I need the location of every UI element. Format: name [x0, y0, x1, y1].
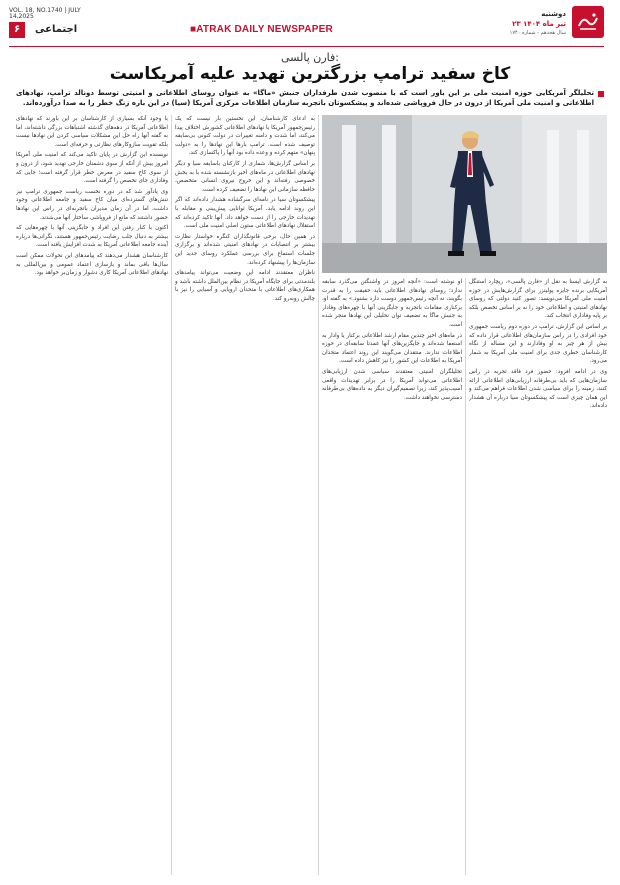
- paragraph: او نوشته است: «آنچه امروز در واشنگتن می‌گذرد سابقه ندارد؛ روسای نهادهای اطلاعاتی باید حقیقت را به قدرت بگویند، نه آنچه رئیس‌جمهور دوست دارد بشنود.» به گفته او، برکناری مقامات باتجربه و جایگزینی آنها با چهره‌های وفادار به جنبش ماگا به تضعیف توان تحلیلی این نهادها منجر شده است.: [322, 279, 462, 328]
- section-name: اجتماعی: [35, 24, 78, 35]
- paragraph: در ماه‌های اخیر چندین مقام ارشد اطلاعاتی برکنار یا وادار به استعفا شده‌اند و جایگزین‌های آنها عمدتا سابقه‌ای در حوزه اطلاعات ندارند. منتقدان می‌گویند این روند اعتماد متحدان آمریکا به اطلاعات این کشور را نیز کاهش داده است.: [322, 332, 462, 365]
- paragraph: به ادعای کارشناسان، این نخستین بار نیست که یک رئیس‌جمهور آمریکا با نهادهای اطلاعاتی کشورش اختلاف پیدا می‌کند، اما شدت و دامنه تغییرات در دولت کنونی بی‌سابقه توصیف شده است. ترامپ بارها این نهادها را به «دولت پنهان» متهم کرده و وعده داده بود آنها را پاکسازی کند.: [175, 116, 315, 157]
- issue-line: سال هجدهم - شماره ۱۷۴۰: [509, 30, 566, 36]
- paragraph: پیشکسوتان سیا در نامه‌ای سرگشاده هشدار داده‌اند که اگر این روند ادامه یابد، آمریکا توانایی پیش‌بینی و مقابله با تهدیدات خارجی را از دست خواهد داد. آنها تاکید کرده‌اند که استقلال نهادهای اطلاعاتی ستون اصلی امنیت ملی است.: [175, 197, 315, 230]
- section-box: [9, 22, 105, 38]
- paragraph: کارشناسان هشدار می‌دهند که پیامدهای این تحولات ممکن است سال‌ها باقی بماند و بازسازی اعتماد عمومی و بین‌المللی به نهادهای اطلاعاتی آمریکا کاری دشوار و زمان‌بر خواهد بود.: [16, 252, 168, 277]
- lead-text: تحلیلگر آمریکایی حوزه امنیت ملی بر این باور است که با منصوب شدن طرفداران جنبش «ماگا» به عنوان روسای اطلاعاتی و امنیتی توسط دونالد ترامپ، نهادهای اطلاعاتی و امنیت ملی آمریکا از درون در حال فروپاشی شده‌اند و پیشکسوتان باتجربه سازمان اطلاعات مرکزی آمریکا (سیا) در این باره زنگ خطر را به صدا درآورده‌اند.: [16, 89, 594, 107]
- article-photo: [322, 115, 607, 273]
- article-headline: کاخ سفید ترامپ بزرگترین تهدید علیه آمریکاست: [109, 64, 511, 84]
- weekday: دوشنبه: [541, 10, 566, 18]
- paragraph: به گزارش ایسنا به نقل از «فارن پالسی»، ریچارد استنگل آمریکایی برنده جایزه پولیتزر برای گزارش‌هایش در حوزه امنیت ملی آمریکا می‌نویسد: تصور کنید دولتی که روسای نهادهای امنیتی و اطلاعاتی خود را نه بر اساس تخصص بلکه بر پایه وفاداری انتخاب کند.: [469, 279, 607, 320]
- date: ۲۳ تیر ماه ۱۴۰۴: [512, 20, 566, 28]
- article-column-4: [16, 115, 168, 875]
- paragraph: در همین حال، برخی قانونگذاران کنگره خواستار نظارت بیشتر بر انتصابات در نهادهای امنیتی شده‌اند و برگزاری جلسات استماع برای بررسی عملکرد روسای جدید این سازمان‌ها را پیشنهاد کرده‌اند.: [175, 233, 315, 266]
- column-divider: [171, 115, 172, 875]
- photo-person-walking: [322, 115, 607, 273]
- paragraph: بر اساس این گزارش، ترامپ در دوره دوم ریاست جمهوری خود افرادی را در راس سازمان‌های اطلاعاتی قرار داده که بیش از هر چیز به او وفادارند و این مساله از نگاه کارشناسان خطری جدی برای امنیت ملی آمریکا به شمار می‌رود.: [469, 323, 607, 365]
- paper-name-en: ■ATRAK DAILY NEWSPAPER: [190, 24, 333, 35]
- lead-bullet-icon: [598, 91, 604, 97]
- date-block: [510, 10, 566, 36]
- paragraph: وی در ادامه افزود: حضور فرد فاقد تجربه در راس سازمان‌هایی که باید بی‌طرفانه ارزیابی‌های اطلاعاتی ارائه کنند، زمینه را برای سیاسی شدن اطلاعات فراهم می‌کند و این همان چیزی است که پیشکسوتان سیا درباره آن هشدار داده‌اند.: [469, 368, 607, 410]
- paragraph: با وجود آنکه بسیاری از کارشناسان بر این باورند که نهادهای اطلاعاتی آمریکا در دهه‌های گذشته اشتباهات بزرگی داشته‌اند، اما به گفته آنها راه حل این مشکلات سیاسی کردن این نهادها نیست بلکه تقویت سازوکارهای نظارتی و حرفه‌ای است.: [16, 116, 168, 148]
- logo-mark-icon: [574, 8, 602, 36]
- volume-line: VOL. 18, NO.1740 | JULY 14,2025: [9, 7, 81, 20]
- column-divider: [465, 278, 466, 875]
- page-info: [9, 8, 105, 38]
- paragraph: وی یادآور شد که در دوره نخست ریاست جمهوری ترامپ نیز تنش‌های گسترده‌ای میان کاخ سفید و جامعه اطلاعاتی وجود داشت، اما در آن زمان مدیران باتجربه‌ای در راس این نهادها حضور داشتند که مانع از فروپاشی ساختار آنها می‌شدند.: [16, 188, 168, 221]
- article-lead: [16, 88, 604, 110]
- header-rule: [9, 46, 604, 47]
- paragraph: اکنون با کنار رفتن این افراد و جایگزینی آنها با چهره‌هایی که بیشتر به دنبال جلب رضایت رئیس‌جمهور هستند، نگرانی‌ها درباره آینده جامعه اطلاعاتی آمریکا به شدت افزایش یافته است.: [16, 225, 168, 249]
- article-kicker: فارن پالسی:: [281, 51, 339, 64]
- date-and-logo: [510, 6, 604, 38]
- paragraph: تحلیلگران امنیتی معتقدند سیاسی شدن ارزیابی‌های اطلاعاتی می‌تواند آمریکا را در برابر تهدیدات واقعی آسیب‌پذیر کند، زیرا تصمیم‌گیران دیگر به داده‌های بی‌طرفانه دسترسی نخواهند داشت.: [322, 368, 462, 401]
- newspaper-logo: [572, 6, 604, 38]
- column-divider: [318, 115, 319, 875]
- square-bullet-icon: ■: [190, 24, 197, 35]
- article-column-3: [175, 115, 315, 875]
- article-column-2: [322, 278, 462, 875]
- masthead: [0, 0, 620, 48]
- paragraph: ناظران معتقدند ادامه این وضعیت می‌تواند پیامدهای بلندمدتی برای جایگاه آمریکا در نظام بین‌الملل داشته باشد و همکاری‌های اطلاعاتی با متحدان اروپایی و آسیایی را نیز با چالش روبه‌رو کند.: [175, 270, 315, 302]
- paragraph: نویسنده این گزارش در پایان تاکید می‌کند که امنیت ملی آمریکا امروز بیش از آنکه از سوی دشمنان خارجی تهدید شود، از درون و از سوی کاخ سفید در معرض خطر قرار گرفته است؛ جایی که وفاداری جای تخصص را گرفته است.: [16, 152, 168, 185]
- article-column-1: [469, 278, 607, 875]
- page-number: ۶: [9, 22, 25, 38]
- paragraph: بر اساس گزارش‌ها، شماری از کارکنان باسابقه سیا و دیگر نهادهای اطلاعاتی در ماه‌های اخیر بازنشسته شده یا به بخش خصوصی رفته‌اند و این خروج نیروی انسانی متخصص، حافظه سازمانی این نهادها را تضعیف کرده است.: [175, 160, 315, 193]
